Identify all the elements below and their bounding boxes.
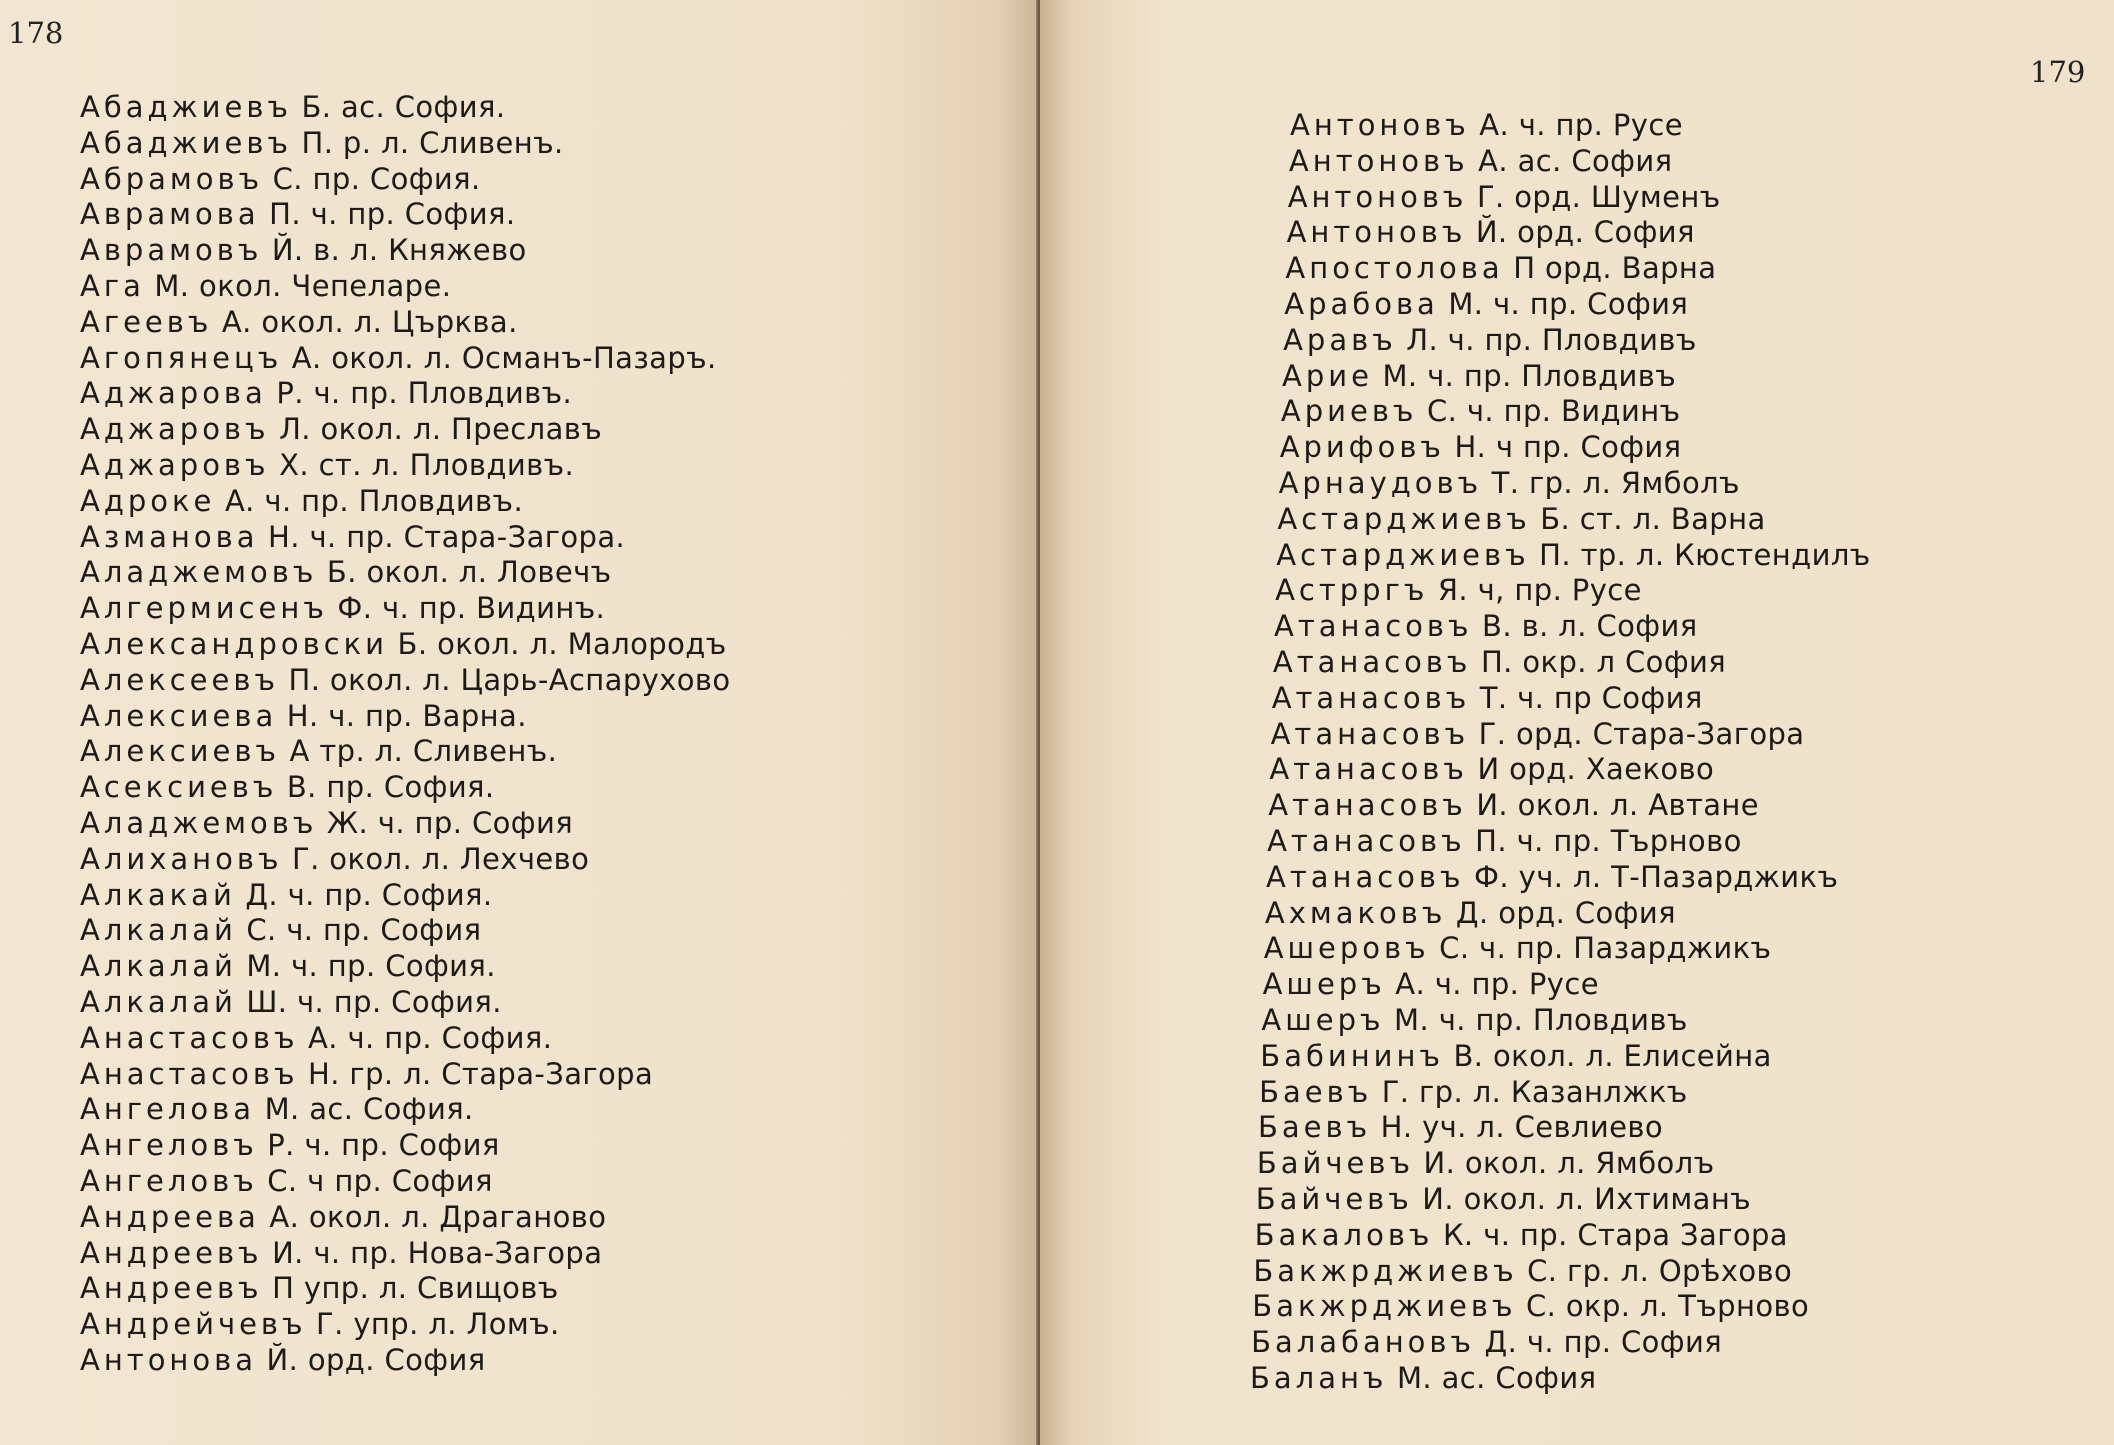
entry-details: Г. упр. л. Ломъ. [316, 1307, 560, 1342]
entry-details: Г. гр. л. Казанлжкъ [1381, 1074, 1688, 1109]
entry-surname: Апостолова [1285, 251, 1504, 286]
list-item [1040, 251, 1871, 287]
entry-details: В. пр. София. [286, 770, 495, 805]
list-item [1040, 860, 1871, 896]
list-item [80, 412, 731, 448]
entry-surname: Атанасовъ [1269, 752, 1468, 787]
left-page [0, 0, 1040, 1445]
entry-details: Н. гр. л. Стара-Загора [307, 1056, 654, 1091]
entry-details: М. окол. Чепеларе. [154, 268, 452, 303]
right-page [1040, 0, 2114, 1445]
entry-surname: Алексеевъ [80, 662, 279, 697]
entry-surname: Алкалай [80, 913, 237, 948]
entry-details: Н. уч. л. Севлиево [1380, 1110, 1664, 1145]
entry-details: А. ч. пр. София. [307, 1020, 553, 1055]
entry-surname: Антоновъ [1286, 215, 1467, 250]
entry-details: С. ч. пр. София [246, 913, 482, 948]
entry-surname: Адроке [80, 483, 216, 518]
list-item [1040, 681, 1871, 717]
entry-surname: Атанасовъ [1270, 716, 1470, 751]
entry-surname: Антоновъ [1288, 143, 1469, 178]
entry-surname: Анастасовъ [80, 1020, 299, 1055]
entry-surname: Алексиевъ [80, 734, 280, 769]
entry-details: Б. ас. София. [301, 90, 506, 124]
list-item [1040, 430, 1871, 466]
entry-details: П. р. л. Сливенъ. [301, 125, 564, 160]
entry-surname: Баланъ [1250, 1360, 1388, 1395]
entry-surname: Азманова [80, 519, 259, 554]
list-item [1040, 1361, 1871, 1397]
entry-details: С. ч пр. София [267, 1163, 493, 1198]
entry-surname: Аврамовъ [80, 233, 263, 268]
entry-details: П. ч. пр. Търново [1475, 823, 1742, 858]
entry-surname: Ага [80, 268, 145, 303]
entry-surname: Байчевъ [1256, 1146, 1414, 1181]
entry-details: Ф. уч. л. Т-Пазарджикъ [1474, 859, 1839, 894]
entry-details: В. в. л. София [1482, 609, 1698, 644]
list-item [1040, 394, 1871, 430]
list-item [1040, 323, 1871, 359]
list-item [80, 484, 731, 520]
page-number-left: 178 [8, 16, 64, 50]
list-item [80, 1021, 731, 1057]
entry-details: Б. ст. л. Варна [1540, 501, 1766, 536]
list-item [80, 770, 731, 806]
list-item [80, 1271, 731, 1307]
entry-details: Г. окол. л. Лехчево [291, 841, 590, 876]
entry-details: Д. ч. пр. София [1484, 1325, 1723, 1360]
entry-surname: Аладжемовъ [80, 555, 318, 590]
entry-details: П. тр. л. Кюстендилъ [1539, 537, 1871, 572]
list-item [1040, 717, 1871, 753]
list-item [1040, 1039, 1871, 1075]
entry-details: Й. орд. София [266, 1342, 486, 1377]
list-item [1040, 144, 1871, 180]
entry-details: И. окол. л. Ихтиманъ [1422, 1181, 1752, 1216]
list-item [80, 913, 731, 949]
list-item [1040, 108, 1871, 144]
list-item [1040, 1182, 1871, 1218]
entry-surname: Ашеровъ [1263, 931, 1430, 966]
list-item [80, 842, 731, 878]
list-item [1040, 287, 1871, 323]
entry-surname: Ангеловъ [80, 1163, 258, 1198]
entry-details: Ж. ч. пр. София [326, 805, 574, 840]
entry-surname: Алексиева [80, 698, 278, 733]
list-item [1040, 1146, 1871, 1182]
list-item [1040, 1110, 1871, 1146]
list-item [1040, 1254, 1871, 1290]
entry-details: Й. в. л. Княжево [271, 233, 527, 268]
entry-details: П орд. Варна [1513, 251, 1717, 286]
list-item [1040, 967, 1871, 1003]
list-item [80, 1092, 731, 1128]
list-item [1040, 1218, 1871, 1254]
list-item [1040, 1003, 1871, 1039]
entry-surname: Анастасовъ [80, 1056, 299, 1091]
entry-surname: Андреевъ [80, 1235, 263, 1270]
entry-surname: Атанасовъ [1272, 644, 1472, 679]
entry-surname: Астарджиевъ [1276, 537, 1530, 572]
entry-details: М. ч. пр. Пловдивъ [1382, 358, 1677, 393]
entry-surname: Андреева [80, 1199, 260, 1234]
list-item [80, 1343, 731, 1379]
list-item [1040, 1325, 1871, 1361]
entry-surname: Атанасовъ [1274, 609, 1473, 644]
entry-details: П упр. л. Свищовъ [272, 1271, 559, 1306]
entry-details: К. ч. пр. Стара Загора [1442, 1217, 1788, 1252]
entry-details: П. окр. л София [1480, 644, 1727, 679]
list-item [80, 1057, 731, 1093]
list-item [80, 663, 731, 699]
list-item [80, 591, 731, 627]
entry-surname: Астрргъ [1275, 573, 1429, 608]
entry-surname: Аладжемовъ [80, 805, 318, 840]
entry-details: С. окр. л. Търново [1526, 1289, 1810, 1324]
entry-details: П. ч. пр. София. [269, 197, 516, 232]
entry-details: И. окол. л. Автане [1476, 788, 1760, 823]
list-item [1040, 1075, 1871, 1111]
entry-details: Я. ч, пр. Русе [1437, 573, 1642, 608]
entry-surname: Агеевъ [80, 304, 213, 339]
list-item [1040, 502, 1871, 538]
entry-surname: Балабановъ [1251, 1325, 1476, 1360]
list-item [80, 806, 731, 842]
entry-details: Д. орд. София [1455, 895, 1676, 930]
entry-surname: Атанасовъ [1266, 859, 1465, 894]
entry-surname: Ангелова [80, 1092, 256, 1127]
entry-surname: Бабининъ [1260, 1038, 1444, 1073]
entry-details: С. ч. пр. Видинъ [1426, 394, 1681, 429]
entry-surname: Андреевъ [80, 1271, 263, 1306]
list-item [1040, 215, 1871, 251]
list-item [80, 1236, 731, 1272]
entry-surname: Арнаудовъ [1278, 465, 1483, 500]
entry-details: Т. ч. пр София [1479, 680, 1703, 715]
entry-details: Д. ч. пр. София. [245, 877, 493, 912]
list-item [1040, 645, 1871, 681]
list-item [80, 448, 731, 484]
entry-details: Ф. ч. пр. Видинъ. [337, 591, 606, 626]
entry-details: Н. ч пр. София [1454, 430, 1682, 465]
list-item [80, 197, 731, 233]
list-item [80, 126, 731, 162]
list-item [1040, 931, 1871, 967]
entry-details: И орд. Хаеково [1477, 752, 1715, 787]
entry-details: Б. окол. л. Ловечъ [326, 555, 612, 590]
entry-surname: Атанасовъ [1271, 680, 1471, 715]
list-item [80, 555, 731, 591]
entry-surname: Ашеръ [1262, 967, 1386, 1002]
list-item [1040, 1289, 1871, 1325]
list-item [80, 1128, 731, 1164]
list-item [1040, 609, 1871, 645]
entry-details: Л. окол. л. Преславъ [279, 412, 603, 447]
entry-details: С. ч. пр. Пазарджикъ [1439, 931, 1772, 966]
entry-surname: Байчевъ [1255, 1181, 1413, 1216]
entry-details: Л. ч. пр. Пловдивъ [1406, 322, 1697, 357]
entry-details: А. окол. л. Църква. [221, 304, 518, 339]
entry-surname: Ангеловъ [80, 1128, 258, 1163]
list-item [1040, 788, 1871, 824]
entry-details: И. ч. пр. Нова-Загора [272, 1235, 603, 1270]
list-item [1040, 573, 1871, 609]
list-item [80, 520, 731, 556]
list-item [80, 1200, 731, 1236]
entry-surname: Аврамова [80, 197, 260, 232]
entry-surname: Аджарова [80, 376, 267, 411]
list-item [1040, 896, 1871, 932]
entry-surname: Баевъ [1259, 1074, 1373, 1109]
list-item [80, 878, 731, 914]
entry-details: Б. окол. л. Малородъ [397, 626, 727, 661]
entry-details: А. окол. л. Османъ-Пазаръ. [291, 340, 717, 375]
entry-surname: Асексиевъ [80, 770, 278, 805]
entry-details: Т. гр. л. Ямболъ [1491, 465, 1740, 500]
entry-details: Н. ч. пр. Варна. [286, 698, 527, 733]
entry-surname: Бакаловъ [1254, 1217, 1434, 1252]
page-number-right: 179 [2030, 55, 2086, 89]
entry-list-left [80, 90, 731, 1379]
entry-details: Г. орд. Шуменъ [1476, 179, 1721, 214]
entry-surname: Агопянецъ [80, 340, 283, 375]
entry-details: М. ч. пр. Пловдивъ [1394, 1002, 1688, 1037]
list-item [80, 376, 731, 412]
list-item [80, 162, 731, 198]
entry-surname: Аравъ [1283, 322, 1397, 357]
list-item [1040, 466, 1871, 502]
entry-surname: Алихановъ [80, 841, 283, 876]
entry-surname: Александровски [80, 626, 389, 661]
list-item [80, 341, 731, 377]
list-item [80, 734, 731, 770]
entry-surname: Бакжрджиевъ [1252, 1289, 1517, 1324]
entry-surname: Алгермисенъ [80, 591, 328, 626]
list-item [1040, 180, 1871, 216]
entry-surname: Аджаровъ [80, 447, 270, 482]
entry-surname: Андрейчевъ [80, 1307, 307, 1342]
entry-details: А тр. л. Сливенъ. [289, 734, 558, 769]
entry-surname: Алкалай [80, 984, 237, 1019]
entry-surname: Ариевъ [1280, 394, 1418, 429]
entry-details: М. ч. пр. София [1448, 286, 1689, 321]
entry-details: Х. ст. л. Пловдивъ. [279, 447, 575, 482]
entry-details: М. ас. София [1396, 1360, 1597, 1395]
entry-surname: Ахмаковъ [1264, 895, 1447, 930]
list-item [80, 90, 731, 126]
entry-surname: Абрамовъ [80, 161, 264, 196]
entry-details: Н. ч. пр. Стара-Загора. [268, 519, 626, 554]
entry-surname: Антоновъ [1287, 179, 1468, 214]
list-item [1040, 824, 1871, 860]
entry-details: Ш. ч. пр. София. [246, 984, 502, 1019]
entry-surname: Алкалай [80, 949, 237, 984]
list-item [1040, 538, 1871, 574]
entry-surname: Аджаровъ [80, 412, 270, 447]
entry-surname: Бакжрджиевъ [1253, 1253, 1518, 1288]
entry-details: А. ас. София [1478, 143, 1673, 178]
list-item [80, 1307, 731, 1343]
list-item [80, 627, 731, 663]
entry-list-right [1040, 108, 1871, 1397]
list-item [80, 305, 731, 341]
entry-surname: Арие [1282, 358, 1373, 393]
entry-details: В. окол. л. Елисейна [1453, 1038, 1772, 1073]
entry-details: А. ч. пр. Пловдивъ. [224, 483, 524, 518]
entry-surname: Антоновъ [1290, 108, 1470, 142]
entry-details: И. окол. л. Ямболъ [1423, 1146, 1715, 1181]
list-item [80, 985, 731, 1021]
entry-details: М. ч. пр. София. [246, 949, 496, 984]
list-item [80, 699, 731, 735]
list-item [80, 233, 731, 269]
entry-details: С. гр. л. Орѣхово [1527, 1253, 1793, 1288]
entry-surname: Атанасовъ [1268, 788, 1467, 823]
entry-surname: Астарджиевъ [1277, 501, 1531, 536]
entry-surname: Арифовъ [1279, 430, 1445, 465]
list-item [80, 269, 731, 305]
entry-details: Й. орд. София [1475, 215, 1695, 250]
entry-details: П. окол. л. Царь-Аспарухово [288, 662, 731, 697]
entry-details: Г. орд. Стара-Загора [1478, 716, 1805, 751]
list-item [1040, 359, 1871, 395]
entry-details: Р. ч. пр. Пловдивъ. [276, 376, 573, 411]
entry-details: Р. ч. пр. София [267, 1128, 500, 1163]
entry-details: А. ч. пр. Русе [1479, 108, 1683, 142]
entry-surname: Абаджиевъ [80, 90, 292, 124]
entry-surname: Антонова [80, 1342, 257, 1377]
list-item [1040, 752, 1871, 788]
entry-surname: Абаджиевъ [80, 125, 292, 160]
entry-surname: Арабова [1284, 286, 1439, 321]
entry-details: М. ас. София. [264, 1092, 474, 1127]
entry-details: А. ч. пр. Русе [1395, 967, 1599, 1002]
entry-surname: Баевъ [1258, 1110, 1372, 1145]
entry-details: А. окол. л. Драганово [269, 1199, 607, 1234]
entry-surname: Алкакай [80, 877, 236, 912]
list-item [80, 1164, 731, 1200]
entry-surname: Атанасовъ [1267, 823, 1466, 858]
entry-details: С. пр. София. [272, 161, 481, 196]
entry-surname: Ашеръ [1261, 1002, 1385, 1037]
list-item [80, 949, 731, 985]
